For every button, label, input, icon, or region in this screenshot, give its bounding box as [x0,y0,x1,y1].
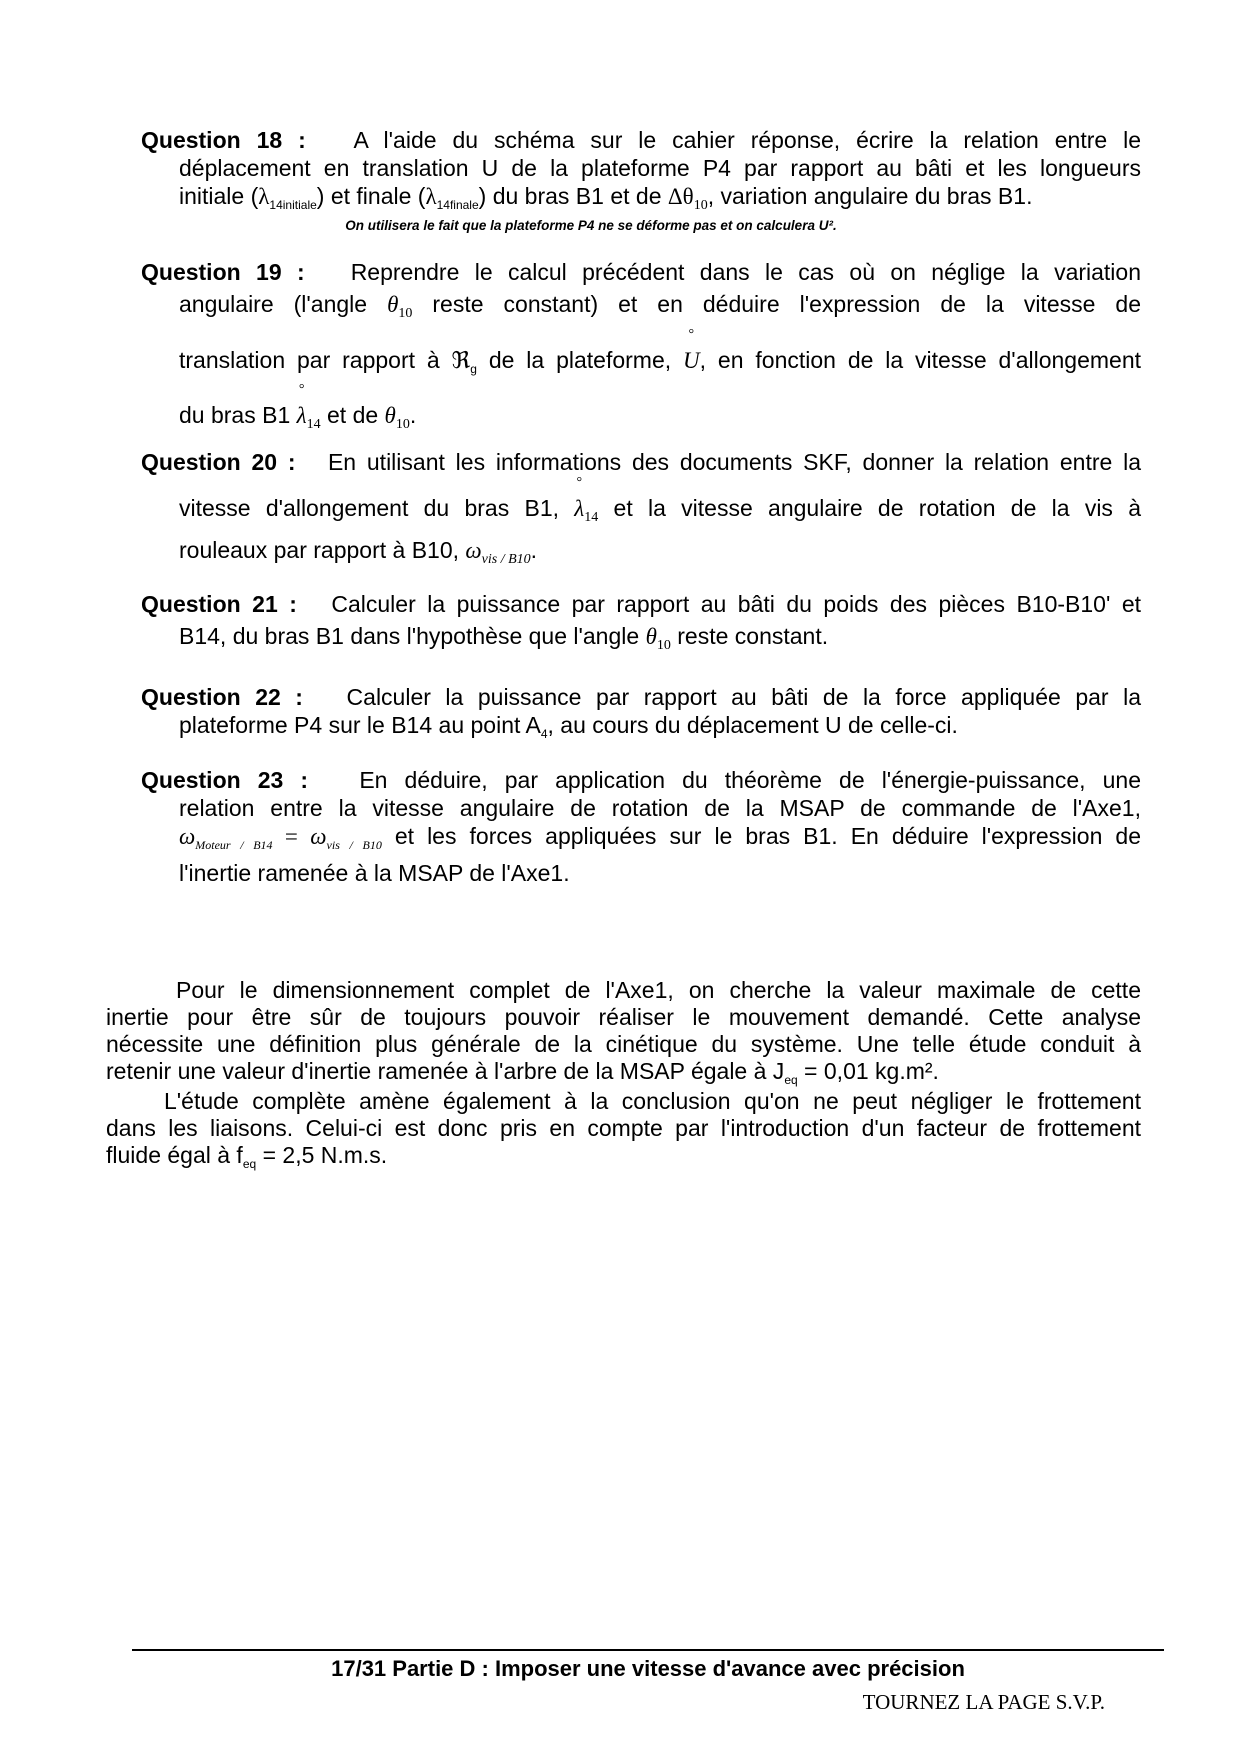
question-23: Question 23 : En déduire, par application du théorème de l'énergie-puissance, une relation entre la vitesse angulaire de rotation de la MSAP de commande de l'Axe1, $\omega_{Moteur / B14} = \omega_{vis / B10}$ et les forces appliquées sur le bras B1. En déduire l'expression de l'inertie ramenée à la MSAP de l'Axe1. [141,767,1141,886]
u-dot-symbol: ° U [683,347,700,375]
question-18-label: Question 18 : [141,127,306,153]
question-22: Question 22 : Calculer la puissance par rapport au bâti de la force appliquée par la plateforme P4 sur le B14 au point $A_4$, au cours du déplacement U de celle-ci. [141,684,1141,741]
lambda-dot-symbol: ° λ [297,402,307,430]
question-23-label: Question 23 : [141,767,309,793]
question-20-label: Question 20 : [141,449,296,475]
page-footer: 17/31 Partie D : Imposer une vitesse d'avance avec précision [331,1656,965,1681]
lambda-dot-symbol: ° λ [574,495,584,523]
question-18-note: On utilisera le fait que la plateforme P4 ne se déforme pas et on calculera U². [345,218,837,233]
turn-page-note: TOURNEZ LA PAGE S.V.P. [862,1690,1105,1714]
question-19-label: Question 19 : [141,259,305,285]
paragraph-dimensionnement: Pour le dimensionnement complet de l'Axe1, on cherche la valeur maximale de cette inertie pour être sûr de toujours pouvoir réaliser le mouvement demandé. Cette analyse nécessite une définition plus générale de la cinétique du système. Une telle étude conduit à retenir une valeur d'inertie ramenée à l'arbre de la MSAP égale à $J_{eq} = 0,01$ kg.m². [106,977,1141,1087]
question-22-label: Question 22 : [141,684,303,710]
question-19: Question 19 : Reprendre le calcul précédent dans le cas où on néglige la variation angulaire (l'angle $\theta_{10}$ reste constant) et en déduire l'expression de la vitesse de translation par rapport à ℜ$_g$ de la plateforme, ° U, en fonction de la vitesse d'allongement du bras B1 ° $\lambda_{14}$ et de $\theta_{10}$. [141,258,1141,439]
question-21-label: Question 21 : [141,591,297,617]
question-21: Question 21 : Calculer la puissance par rapport au bâti du poids des pièces B10-B10' et B14, du bras B1 dans l'hypothèse que l'angle $\theta_{10}$ reste constant. [141,591,1142,653]
question-20: Question 20 : En utilisant les informations des documents SKF, donner la relation entre la vitesse d'allongement du bras B1, ° $\lambda_{14}$ et la vitesse angulaire de rotation de la vis à rouleaux par rapport à B10, $\omega_{vis / B10}$. [141,448,1141,574]
question-18: Question 18 : A l'aide du schéma sur le cahier réponse, écrire la relation entre le déplacement en translation U de la plateforme P4 par rapport au bâti et les longueurs initiale $(\lambda_{14initiale})$ et finale $(\lambda_{14finale})$ du bras B1 et de $\Delta\theta_{10}$, variation angulaire du bras B1. On utilisera le fait que la plateforme P4 ne se déforme pas et on calculera U². [141,126,1141,234]
paragraph-frottement: L'étude complète amène également à la conclusion qu'on ne peut négliger le frottement dans les liaisons. Celui-ci est donc pris en compte par l'introduction d'un facteur de frottement fluide égal à $f_{eq} = 2,5$ N.m.s. [106,1088,1141,1171]
footer-rule [132,1649,1164,1651]
